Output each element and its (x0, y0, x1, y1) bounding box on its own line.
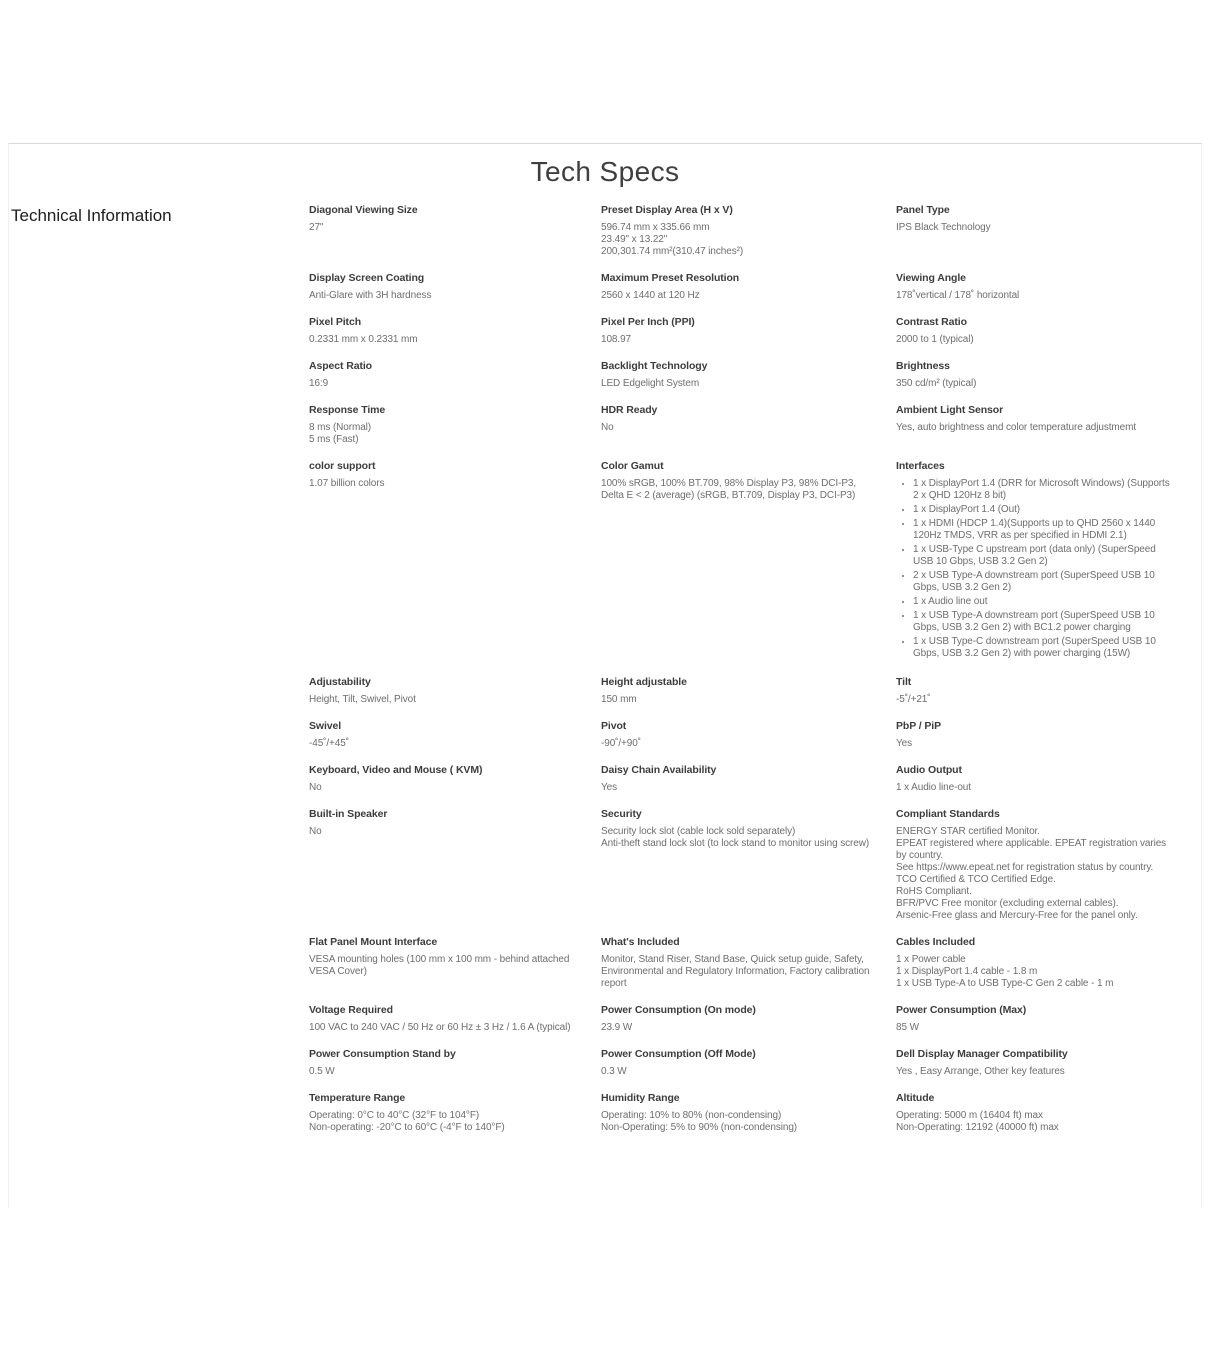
spec-group (309, 460, 601, 490)
page-title: Tech Specs (530, 156, 680, 187)
spec-group (896, 316, 1197, 346)
spec-group (309, 1048, 601, 1078)
spec-group (601, 808, 896, 850)
spec-group (601, 720, 896, 750)
spec-group (896, 1092, 1197, 1134)
spec-label: PbP / PiP (896, 720, 942, 732)
spec-label: Diagonal Viewing Size (309, 204, 418, 216)
spec-group (309, 1004, 601, 1034)
spec-label: Humidity Range (601, 1092, 680, 1104)
spec-label: Power Consumption (On mode) (601, 1004, 756, 1016)
spec-label: Display Screen Coating (309, 272, 425, 284)
spec-label: Compliant Standards (896, 808, 1000, 820)
tech-specs-panel (8, 143, 1202, 1208)
spec-label: Interfaces (896, 460, 945, 472)
spec-group (309, 1092, 601, 1134)
spec-label: Color Gamut (601, 460, 664, 472)
spec-value: Arsenic-Free glass and Mercury-Free for the panel only. (896, 910, 1138, 921)
spec-bullet-item: • 1 x USB-Type C upstream port (data only) (SuperSpeed USB 10 Gbps, USB 3.2 Gen 2) (913, 544, 1175, 568)
spec-group (309, 764, 601, 794)
spec-value: LED Edgelight System (601, 378, 700, 389)
spec-group (601, 936, 896, 990)
spec-label: Contrast Ratio (896, 316, 967, 328)
spec-label: Pixel Per Inch (PPI) (601, 316, 695, 328)
spec-value: RoHS Compliant. (896, 886, 972, 897)
spec-value: 150 mm (601, 694, 637, 705)
spec-label: Power Consumption (Max) (896, 1004, 1027, 1016)
spec-group (896, 404, 1197, 434)
spec-value: Security lock slot (cable lock sold separately) (601, 826, 796, 837)
spec-value: BFR/PVC Free monitor (excluding external cables). (896, 898, 1119, 909)
spec-group (896, 460, 1197, 662)
spec-value: Anti-theft stand lock slot (to lock stand to monitor using screw) (601, 838, 870, 849)
spec-label: Height adjustable (601, 676, 687, 688)
spec-value: Operating: 0°C to 40°C (32°F to 104°F) (309, 1110, 480, 1121)
technical-information-section (9, 204, 1201, 1174)
spec-value: 1.07 billion colors (309, 478, 385, 489)
spec-label: Pivot (601, 720, 627, 732)
spec-label: Maximum Preset Resolution (601, 272, 740, 284)
spec-value: Non-Operating: 5% to 90% (non-condensing) (601, 1122, 798, 1133)
spec-label: Pixel Pitch (309, 316, 362, 328)
spec-label: Voltage Required (309, 1004, 393, 1016)
spec-value: TCO Certified & TCO Certified Edge. (896, 874, 1056, 885)
section-heading: Technical Information (11, 206, 172, 225)
spec-label: Cables Included (896, 936, 976, 948)
spec-value: -5˚/+21˚ (896, 694, 931, 705)
spec-value: 16:9 (309, 378, 329, 389)
spec-value: Yes , Easy Arrange, Other key features (896, 1066, 1065, 1077)
spec-label: Adjustability (309, 676, 371, 688)
spec-label: Aspect Ratio (309, 360, 372, 372)
spec-value: No (309, 782, 322, 793)
spec-label: Daisy Chain Availability (601, 764, 717, 776)
spec-value: No (309, 826, 322, 837)
spec-value: 108.97 (601, 334, 631, 345)
spec-value: IPS Black Technology (896, 222, 991, 233)
spec-value: 178˚vertical / 178˚ horizontal (896, 290, 1020, 301)
spec-label: Response Time (309, 404, 386, 416)
spec-group (601, 1048, 896, 1078)
spec-value: Non-Operating: 12192 (40000 ft) max (896, 1122, 1059, 1133)
spec-value: 100% sRGB, 100% BT.709, 98% Display P3, 98% DCI-P3, Delta E < 2 (average) (sRGB, BT.709, Display P3, DCI-P3) (601, 478, 857, 501)
spec-label: Backlight Technology (601, 360, 708, 372)
specs-grid (309, 204, 1197, 1134)
spec-group (896, 720, 1197, 750)
spec-value: 100 VAC to 240 VAC / 50 Hz or 60 Hz ± 3 Hz / 1.6 A (typical) (309, 1022, 571, 1033)
spec-value: Anti-Glare with 3H hardness (309, 290, 432, 301)
spec-value: 1 x USB Type-A to USB Type-C Gen 2 cable - 1 m (896, 978, 1114, 989)
spec-group (601, 1004, 896, 1034)
spec-value: 27" (309, 222, 324, 233)
spec-group (896, 764, 1197, 794)
spec-value: 350 cd/m² (typical) (896, 378, 977, 389)
spec-label: Flat Panel Mount Interface (309, 936, 438, 948)
spec-value: EPEAT registered where applicable. EPEAT registration varies by country. (896, 838, 1167, 861)
spec-group (601, 764, 896, 794)
spec-value: 0.2331 mm x 0.2331 mm (309, 334, 418, 345)
spec-value: -45˚/+45˚ (309, 738, 349, 749)
spec-value: See https://www.epeat.net for registration status by country. (896, 862, 1154, 873)
spec-group (309, 272, 601, 302)
spec-label: Viewing Angle (896, 272, 966, 284)
spec-label: Tilt (896, 676, 912, 688)
spec-value: 2000 to 1 (typical) (896, 334, 974, 345)
spec-value: 85 W (896, 1022, 919, 1033)
spec-label: What's Included (601, 936, 680, 948)
spec-value: 23.49" x 13.22" (601, 234, 668, 245)
spec-group (896, 936, 1197, 990)
spec-group (601, 676, 896, 706)
spec-value: Non-operating: -20°C to 60°C (-4°F to 140°F) (309, 1122, 505, 1133)
spec-label: Power Consumption (Off Mode) (601, 1048, 756, 1060)
spec-bullet-item: • 1 x HDMI (HDCP 1.4)(Supports up to QHD 2560 x 1440 120Hz TMDS, VRR as per specified in HDMI 2.1) (913, 518, 1175, 542)
spec-label: HDR Ready (601, 404, 658, 416)
spec-group (601, 360, 896, 390)
spec-bullet-item: • 1 x Audio line out (913, 596, 1175, 608)
spec-value: 5 ms (Fast) (309, 434, 359, 445)
spec-value: Yes (896, 738, 913, 749)
spec-value: VESA mounting holes (100 mm x 100 mm - behind attached VESA Cover) (309, 954, 570, 977)
spec-value: 596.74 mm x 335.66 mm (601, 222, 710, 233)
spec-group (601, 460, 896, 502)
spec-value: 200,301.74 mm²(310.47 inches²) (601, 246, 744, 257)
spec-label: Security (601, 808, 642, 820)
spec-group (896, 1048, 1197, 1078)
spec-group (601, 316, 896, 346)
spec-group (601, 404, 896, 434)
spec-value: 1 x Power cable (896, 954, 966, 965)
spec-label: Panel Type (896, 204, 950, 216)
spec-value: 8 ms (Normal) (309, 422, 372, 433)
spec-value: -90˚/+90˚ (601, 738, 641, 749)
spec-label: Built-in Speaker (309, 808, 388, 820)
spec-group (896, 360, 1197, 390)
spec-group (309, 936, 601, 978)
spec-label: Keyboard, Video and Mouse ( KVM) (309, 764, 483, 776)
spec-value: Monitor, Stand Riser, Stand Base, Quick setup guide, Safety, Environmental and Regulatory Information, Factory calibration report (601, 954, 870, 989)
spec-value: 23.9 W (601, 1022, 633, 1033)
spec-label: Preset Display Area (H x V) (601, 204, 733, 216)
spec-group (896, 1004, 1197, 1034)
spec-bullet-item: • 1 x DisplayPort 1.4 (DRR for Microsoft Windows) (Supports 2 x QHD 120Hz 8 bit) (913, 478, 1175, 502)
spec-group (896, 272, 1197, 302)
spec-group (896, 204, 1197, 234)
spec-group (601, 204, 896, 258)
spec-group (601, 272, 896, 302)
spec-bullet-item: • 1 x USB Type-A downstream port (SuperSpeed USB 10 Gbps, USB 3.2 Gen 2) with BC1.2 power charging (913, 610, 1175, 634)
spec-label: Dell Display Manager Compatibility (896, 1048, 1068, 1060)
spec-label: Swivel (309, 720, 342, 732)
spec-value: 0.3 W (601, 1066, 627, 1077)
spec-label: Power Consumption Stand by (309, 1048, 456, 1060)
spec-group (896, 808, 1197, 922)
spec-label: Temperature Range (309, 1092, 406, 1104)
spec-group (309, 720, 601, 750)
spec-bullet-item: • 1 x USB Type-C downstream port (SuperSpeed USB 10 Gbps, USB 3.2 Gen 2) with power charging (15W) (913, 636, 1175, 660)
spec-bullet-list (896, 478, 1175, 660)
spec-group (309, 676, 601, 706)
spec-label: Brightness (896, 360, 950, 372)
spec-label: Ambient Light Sensor (896, 404, 1004, 416)
spec-value: Yes (601, 782, 618, 793)
spec-value: 0.5 W (309, 1066, 335, 1077)
spec-label: Audio Output (896, 764, 962, 776)
spec-value: 2560 x 1440 at 120 Hz (601, 290, 700, 301)
spec-label: Altitude (896, 1092, 935, 1104)
spec-value: 1 x DisplayPort 1.4 cable - 1.8 m (896, 966, 1038, 977)
spec-value: Height, Tilt, Swivel, Pivot (309, 694, 416, 705)
spec-group (309, 204, 601, 234)
spec-value: 1 x Audio line-out (896, 782, 971, 793)
spec-value: Yes, auto brightness and color temperature adjustmemt (896, 422, 1137, 433)
spec-group (309, 316, 601, 346)
spec-group (896, 676, 1197, 706)
spec-value: Operating: 10% to 80% (non-condensing) (601, 1110, 782, 1121)
spec-label: color support (309, 460, 376, 472)
spec-bullet-item: • 1 x DisplayPort 1.4 (Out) (913, 504, 1175, 516)
spec-value: ENERGY STAR certified Monitor. (896, 826, 1040, 837)
spec-group (309, 404, 601, 446)
spec-value: No (601, 422, 614, 433)
spec-bullet-item: • 2 x USB Type-A downstream port (SuperSpeed USB 10 Gbps, USB 3.2 Gen 2) (913, 570, 1175, 594)
spec-value: Operating: 5000 m (16404 ft) max (896, 1110, 1043, 1121)
spec-group (309, 360, 601, 390)
spec-group (309, 808, 601, 838)
spec-group (601, 1092, 896, 1134)
